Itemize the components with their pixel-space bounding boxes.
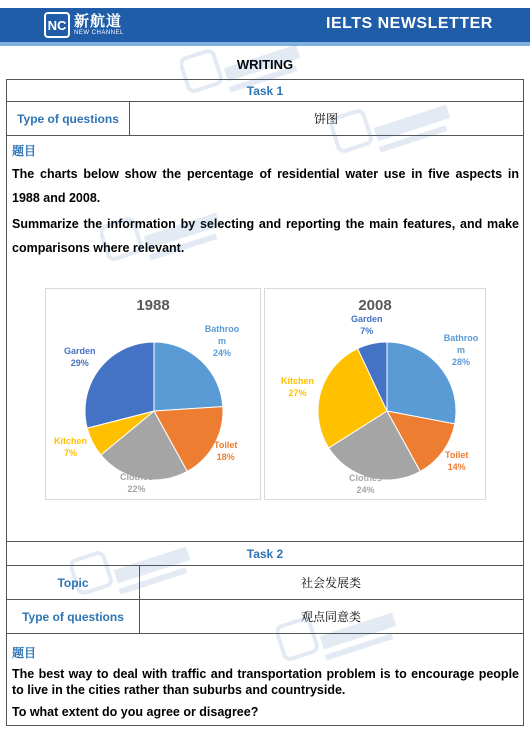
label-toilet-1988 <box>214 439 237 463</box>
pie-chart-1988 <box>45 288 261 500</box>
chart-title-2008: 2008 <box>358 297 392 314</box>
label-text: Garden <box>351 314 383 324</box>
label-kitchen-1988 <box>54 435 87 459</box>
task1-heading-row <box>7 80 523 102</box>
label-value: 28% <box>451 357 470 367</box>
pie-chart-2008 <box>264 288 486 500</box>
label-text: Clothes <box>120 472 154 482</box>
label-text: m <box>456 345 465 355</box>
header-stripe <box>0 42 530 46</box>
label-value: 7% <box>360 326 374 336</box>
task2-heading: Task 2 <box>246 546 284 561</box>
label-text: Toilet <box>214 440 238 450</box>
logo-mark: NC <box>44 12 70 38</box>
task2-type-label: Type of questions <box>22 609 124 624</box>
task1-type-value: 饼图 <box>313 112 338 126</box>
label-value: 24% <box>356 485 375 495</box>
chart-title-1988: 1988 <box>136 297 170 314</box>
label-value: 22% <box>127 484 146 494</box>
task2-question-label: 题目 <box>12 646 37 660</box>
label-kitchen-2008 <box>281 375 314 399</box>
task2-type-row <box>7 600 523 634</box>
task2-topic-value: 社会发展类 <box>300 576 361 590</box>
brand-logo <box>44 9 124 41</box>
label-clothes-2008 <box>349 472 382 496</box>
task1-question-label: 题目 <box>12 144 37 158</box>
label-value: 14% <box>447 462 466 472</box>
pie-1988-svg <box>46 289 262 501</box>
page-title: WRITING <box>236 57 294 72</box>
label-garden-2008 <box>351 313 383 337</box>
logo-text <box>74 14 124 37</box>
label-text: Garden <box>64 346 96 356</box>
label-text: Kitchen <box>54 436 88 446</box>
label-value: 29% <box>70 358 89 368</box>
task2-question-line1: The best way to deal with traffic and transportation problem is to encourage people to live in the cities rather than suburbs and countryside. <box>12 667 519 697</box>
task2-question-section <box>7 634 523 727</box>
task1-question-section <box>7 136 523 542</box>
task1-question-line1: The charts below show the percentage of residential water use in five aspects in 1988 and 2008. <box>12 167 519 205</box>
label-text: Clothes <box>349 473 383 483</box>
task1-type-row <box>7 102 523 136</box>
label-text: Kitchen <box>281 376 315 386</box>
label-value: 27% <box>288 388 307 398</box>
writing-table <box>6 79 524 726</box>
label-toilet-2008 <box>445 449 468 473</box>
task2-topic-row <box>7 566 523 600</box>
task1-heading: Task 1 <box>246 83 284 98</box>
task2-type-value: 观点同意类 <box>300 610 361 624</box>
newsletter-title: IELTS NEWSLETTER <box>326 15 493 32</box>
label-clothes-1988 <box>120 471 153 495</box>
label-bathroom-1988 <box>200 323 244 359</box>
label-text: Toilet <box>445 450 469 460</box>
label-value: 18% <box>216 452 235 462</box>
logo-en: NEW CHANNEL <box>74 29 124 36</box>
label-text: Bathroo <box>443 333 479 343</box>
label-bathroom-2008 <box>439 332 483 368</box>
task2-topic-label: Topic <box>57 575 89 590</box>
task2-question-line2: To what extent do you agree or disagree? <box>12 705 259 719</box>
label-value: 24% <box>212 348 231 358</box>
logo-cn: 新航道 <box>74 12 123 30</box>
task2-heading-row <box>7 542 523 566</box>
label-text: m <box>217 336 226 346</box>
label-garden-1988 <box>64 345 96 369</box>
label-value: 7% <box>64 448 78 458</box>
task1-type-label: Type of questions <box>17 111 119 126</box>
task1-question-line2: Summarize the information by selecting and reporting the main features, and make comparisons where relevant. <box>12 217 519 255</box>
page-header <box>0 0 530 48</box>
label-text: Bathroo <box>204 324 240 334</box>
